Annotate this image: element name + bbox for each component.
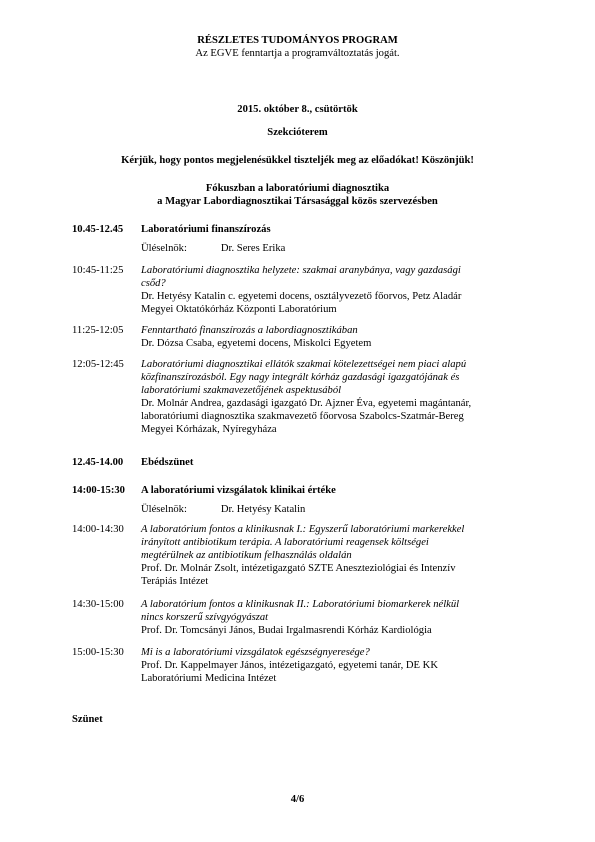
- page-number: 4/6: [290, 794, 305, 805]
- document-subtitle: Az EGVE fenntartja a programváltoztatás jogát.: [195, 48, 400, 59]
- chair-label: Üléselnök:: [141, 243, 187, 254]
- talk-item: [72, 523, 542, 588]
- talk-title-line: csőd?: [141, 278, 166, 289]
- talk-time: 14:00-14:30: [72, 524, 124, 535]
- talk-title-line: Mi is a laboratóriumi vizsgálatok egészségnyeresége?: [141, 647, 370, 658]
- speaker-line: Dr. Hetyésy Katalin c. egyetemi docens, osztályvezető főorvos, Petz Aladár: [141, 291, 462, 302]
- talk-title-line: A laboratórium fontos a klinikusnak I.: Egyszerű laboratóriumi markerekkel: [141, 524, 465, 535]
- talk-item: [72, 264, 542, 316]
- theme-line-2: a Magyar Labordiagnosztikai Társasággal közös szervezésben: [157, 196, 438, 207]
- lunch-label: Ebédszünet: [141, 457, 194, 468]
- talk-title-line: közfinanszírozásból. Egy nagy integrált kórház gazdasági igazgatójának és: [141, 372, 460, 383]
- chair-label: Üléselnök:: [141, 504, 187, 515]
- speaker-line: Dr. Dózsa Csaba, egyetemi docens, Miskolci Egyetem: [141, 338, 372, 349]
- talk-title-line: irányított antibiotikum terápia. A laboratóriumi reagensek költségei: [141, 537, 429, 548]
- talk-item: [72, 646, 542, 685]
- talk-title-line: Laboratóriumi diagnosztikai ellátók szakmai kötelezettségei nem piaci alapú: [141, 359, 467, 370]
- chair-name: Dr. Hetyésy Katalin: [220, 504, 306, 515]
- lunch-time: 12.45-14.00: [72, 457, 124, 468]
- talk-time: 12:05-12:45: [72, 359, 124, 370]
- talk-title-line: laboratóriumi szakmavezetőjének aspektusából: [141, 385, 342, 396]
- session-time: 14:00-15:30: [72, 485, 125, 496]
- speaker-line: Megyei Kórházak, Nyíregyháza: [141, 424, 277, 435]
- session-1-header: [72, 223, 542, 236]
- speaker-line: Prof. Dr. Kappelmayer János, intézetigazgató, egyetemi tanár, DE KK: [141, 660, 438, 671]
- break-label: Szünet: [72, 714, 103, 725]
- speaker-line: Megyei Oktatókórház Központi Laboratórium: [141, 304, 337, 315]
- speaker-line: Prof. Dr. Tomcsányi János, Budai Irgalmasrendi Kórház Kardiológia: [141, 625, 432, 636]
- attendance-notice: Kérjük, hogy pontos megjelenésükkel tiszteljék meg az előadókat! Köszönjük!: [121, 155, 474, 166]
- speaker-line: Terápiás Intézet: [141, 576, 209, 587]
- speaker-line: laboratóriumi diagnosztika szakmavezető főorvosa Szabolcs-Szatmár-Bereg: [141, 411, 464, 422]
- talk-title-line: Fenntartható finanszírozás a labordiagnosztikában: [141, 325, 358, 336]
- session-time: 10.45-12.45: [72, 224, 124, 235]
- talk-title-line: Laboratóriumi diagnosztika helyzete: szakmai aranybánya, vagy gazdasági: [141, 265, 461, 276]
- talk-time: 10:45-11:25: [72, 265, 124, 276]
- talk-item: [72, 324, 542, 350]
- talk-title-line: nincs korszerű szívgyógyászat: [141, 612, 269, 623]
- theme-line-1: Fókuszban a laboratóriumi diagnosztika: [205, 183, 390, 194]
- event-date: 2015. október 8., csütörtök: [237, 104, 358, 115]
- talk-title-line: megtérülnek az antibiotikum felhasználás oldalán: [141, 550, 352, 561]
- room-name: Szekcióterem: [267, 127, 328, 138]
- talk-item: [72, 358, 542, 436]
- session-title: A laboratóriumi vizsgálatok klinikai értéke: [141, 485, 336, 496]
- speaker-line: Laboratóriumi Medicina Intézet: [141, 673, 277, 684]
- talk-time: 15:00-15:30: [72, 647, 124, 658]
- session-title: Laboratóriumi finanszírozás: [141, 224, 271, 235]
- document-title: RÉSZLETES TUDOMÁNYOS PROGRAM: [197, 35, 398, 46]
- talk-time: 11:25-12:05: [72, 325, 124, 336]
- speaker-line: Dr. Molnár Andrea, gazdasági igazgató Dr. Ajzner Éva, egyetemi magántanár,: [141, 398, 472, 409]
- talk-title-line: A laboratórium fontos a klinikusnak II.: Laboratóriumi biomarkerek nélkül: [141, 599, 460, 610]
- chair-name: Dr. Seres Erika: [220, 243, 286, 254]
- talk-time: 14:30-15:00: [72, 599, 124, 610]
- talk-item: [72, 598, 542, 637]
- speaker-line: Prof. Dr. Molnár Zsolt, intézetigazgató SZTE Aneszteziológiai és Intenzív: [141, 563, 456, 574]
- session-1-chair: [141, 242, 285, 255]
- session-2-chair: [141, 503, 305, 516]
- session-2-header: [72, 484, 542, 497]
- lunch-break: [72, 456, 542, 469]
